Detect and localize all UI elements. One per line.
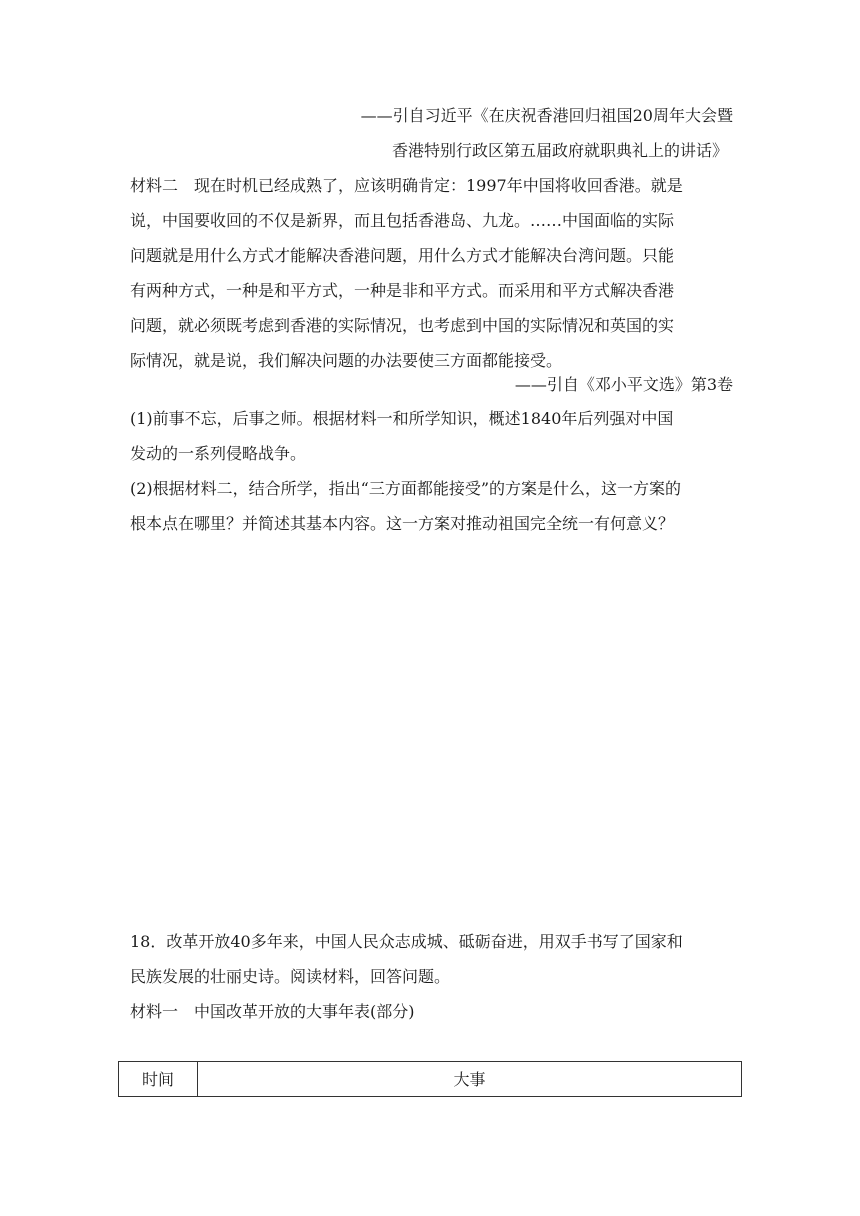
- material2-line: 问题就是用什么方式才能解决香港问题，用什么方式才能解决台湾问题。只能: [130, 246, 675, 265]
- table-header-time: 时间: [119, 1062, 198, 1097]
- question18-material1-title: 材料一 中国改革开放的大事年表(部分): [130, 1002, 415, 1021]
- material2-source: ——引自《邓小平文选》第3卷: [514, 375, 733, 394]
- table-header-row: [119, 1062, 742, 1097]
- question1-line2: 发动的一系列侵略战争。: [130, 444, 307, 463]
- table-header-event: 大事: [198, 1062, 742, 1097]
- material2-line: 材料二 现在时机已经成熟了，应该明确肯定：1997年中国将收回香港。就是: [130, 176, 683, 195]
- material1-source-line1: ——引自习近平《在庆祝香港回归祖国20周年大会暨: [360, 106, 733, 125]
- question2-line1: (2)根据材料二，结合所学，指出“三方面都能接受”的方案是什么，这一方案的: [130, 479, 682, 498]
- material2-line: 问题，就必须既考虑到香港的实际情况，也考虑到中国的实际情况和英国的实: [130, 316, 675, 335]
- question18-line2: 民族发展的壮丽史诗。阅读材料，回答问题。: [130, 967, 451, 986]
- material2-line: 说，中国要收回的不仅是新界，而且包括香港岛、九龙。……中国面临的实际: [130, 211, 675, 230]
- events-timeline-table: [118, 1061, 742, 1097]
- question18-line1: 18．改革开放40多年来，中国人民众志成城、砥砺奋进，用双手书写了国家和: [130, 932, 683, 951]
- material2-line: 际情况，就是说，我们解决问题的办法要使三方面都能接受。: [130, 351, 563, 370]
- question1-line1: (1)前事不忘，后事之师。根据材料一和所学知识，概述1840年后列强对中国: [130, 409, 674, 428]
- material1-source-line2: 香港特别行政区第五届政府就职典礼上的讲话》: [391, 141, 728, 160]
- material2-line: 有两种方式，一种是和平方式，一种是非和平方式。而采用和平方式解决香港: [130, 281, 675, 300]
- question2-line2: 根本点在哪里？并简述其基本内容。这一方案对推动祖国完全统一有何意义？: [130, 514, 675, 533]
